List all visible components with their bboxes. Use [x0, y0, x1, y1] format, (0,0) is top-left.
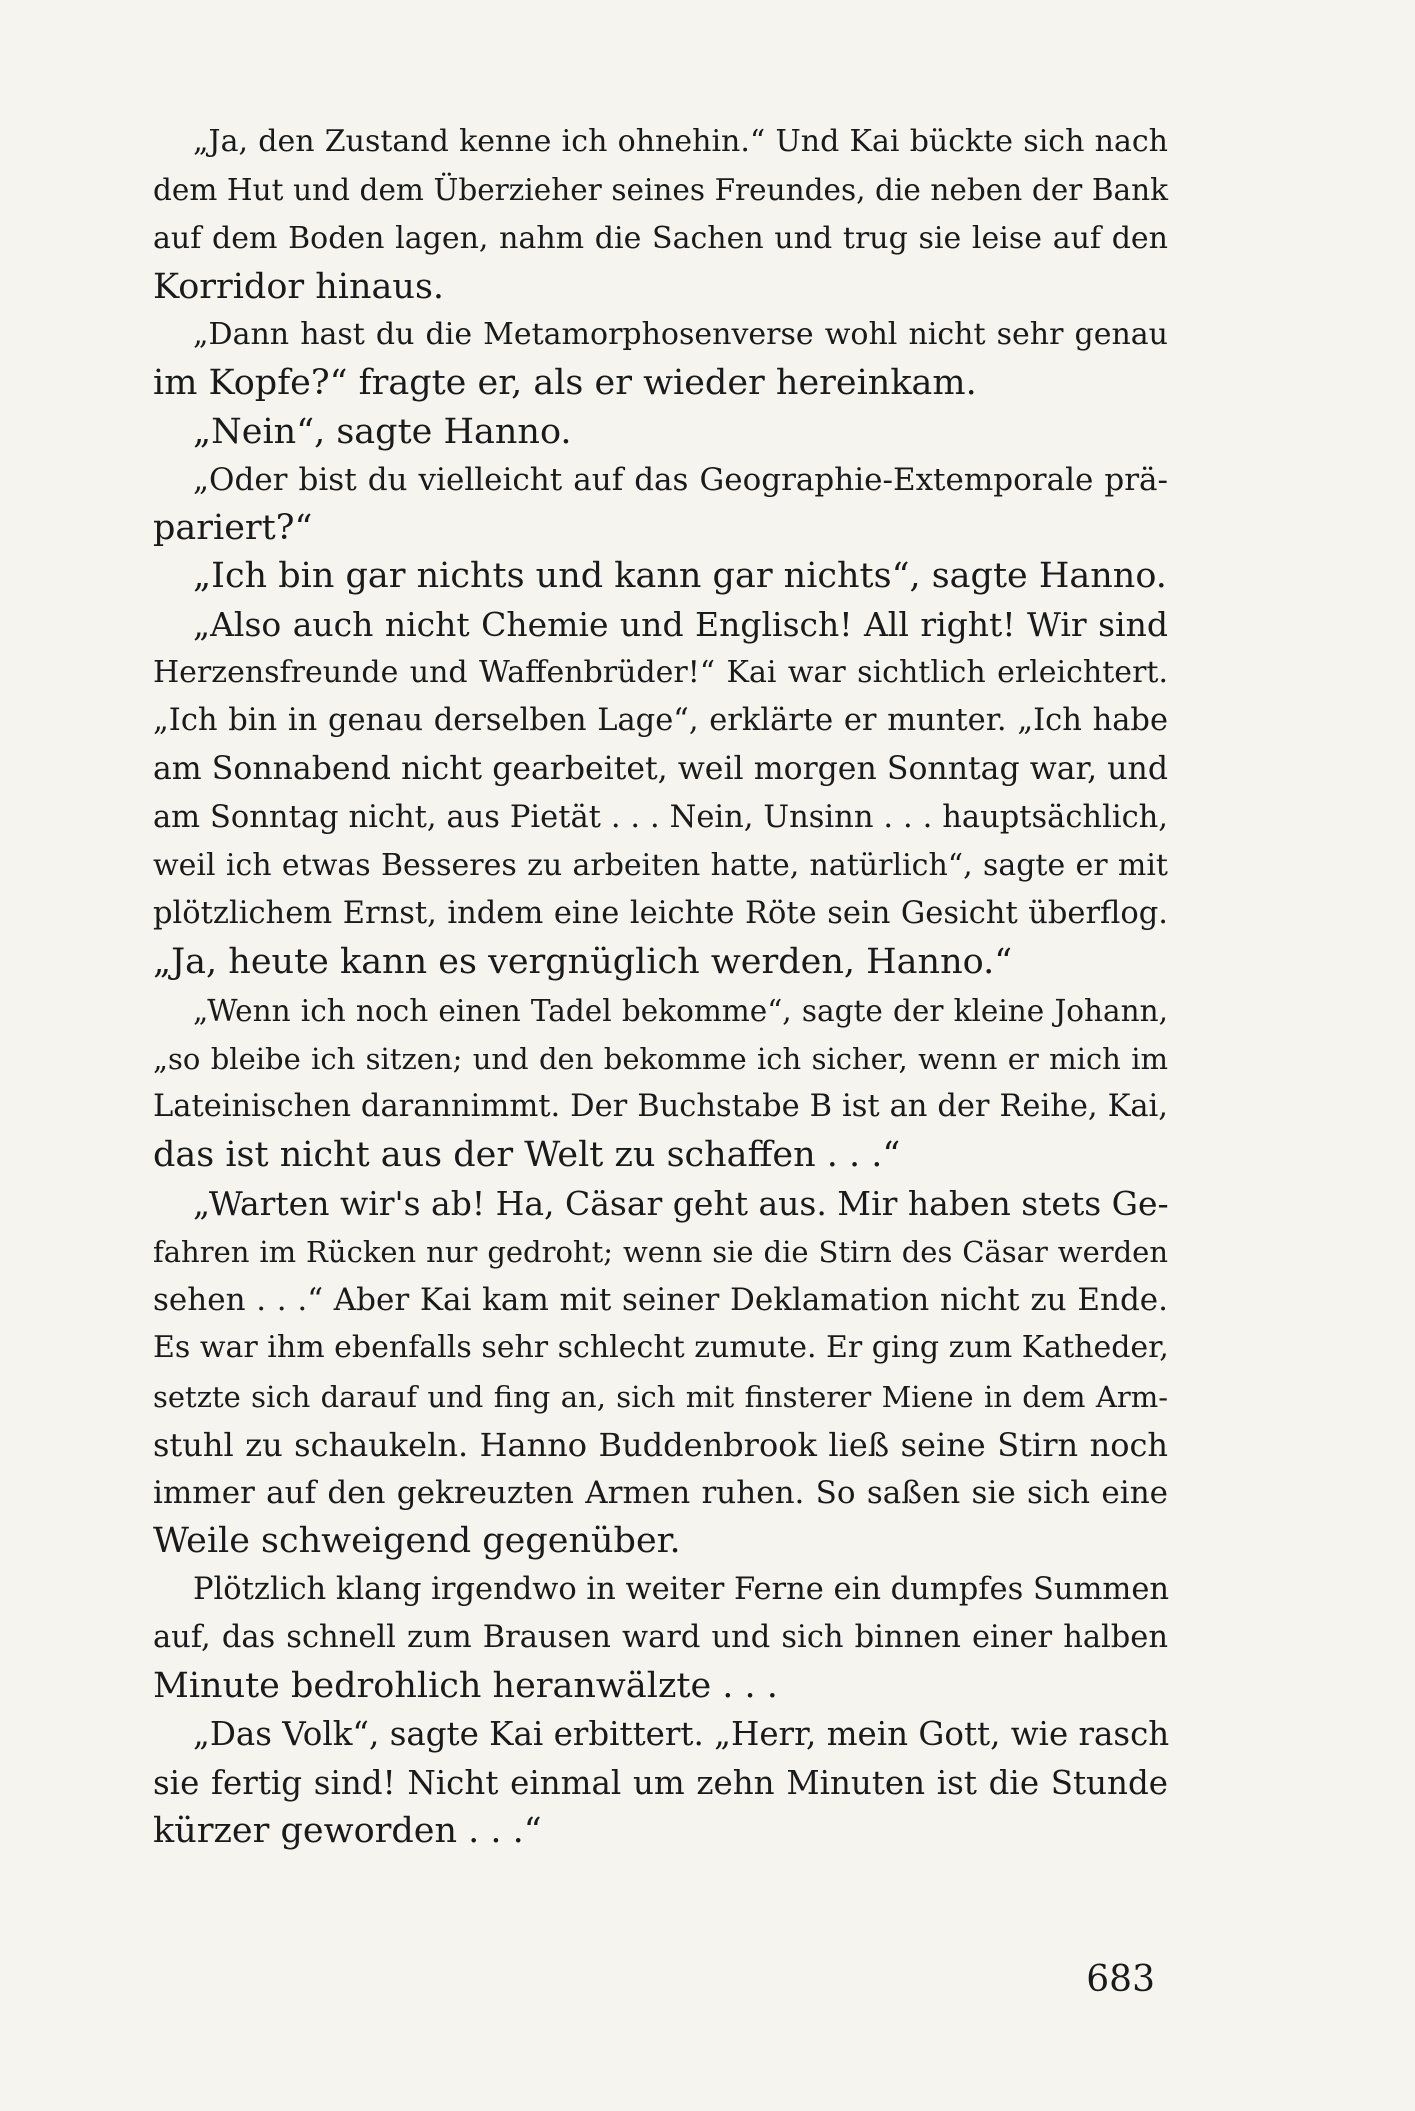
text-line: „Warten wir's ab! Ha, Cäsar geht aus. Mir haben stets Ge- — [193, 1183, 1169, 1223]
page-number: 683 — [1086, 1959, 1155, 2000]
text-line: weil ich etwas Besseres zu arbeiten hatte, natürlich“, sagte er mit — [153, 847, 1168, 883]
text-line: Minute bedrohlich heranwälzte . . . — [153, 1666, 778, 1706]
text-line: stuhl zu schaukeln. Hanno Buddenbrook ließ seine Stirn noch — [153, 1425, 1168, 1464]
text-line: plötzlichem Ernst, indem eine leichte Röte sein Gesicht überflog. — [153, 896, 1168, 931]
text-line: sie fertig sind! Nicht einmal um zehn Minuten ist die Stunde — [153, 1763, 1168, 1802]
text-line: setzte sich darauf und fing an, sich mit finsterer Miene in dem Arm- — [153, 1379, 1168, 1414]
text-line: „so bleibe ich sitzen; und den bekomme ich sicher, wenn er mich im — [153, 1041, 1168, 1076]
text-line: Lateinischen darannimmt. Der Buchstabe B ist an der Reihe, Kai, — [153, 1089, 1168, 1124]
text-line: Korridor hinaus. — [153, 266, 445, 307]
text-line: „Wenn ich noch einen Tadel bekomme“, sagte der kleine Johann, — [193, 993, 1168, 1028]
text-line: „Oder bist du vielleicht auf das Geographie-Extemporale prä- — [193, 461, 1168, 498]
text-line: fahren im Rücken nur gedroht; wenn sie die Stirn des Cäsar werden — [153, 1234, 1168, 1269]
body-text — [153, 118, 1168, 1855]
text-line: pariert?“ — [153, 508, 313, 548]
text-line: sehen . . .“ Aber Kai kam mit seiner Deklamation nicht zu Ende. — [153, 1282, 1168, 1318]
text-line: „Dann hast du die Metamorphosenverse wohl nicht sehr genau — [193, 317, 1168, 352]
text-line: Weile schweigend gegenüber. — [153, 1521, 681, 1562]
text-line: auf, das schnell zum Brausen ward und sich binnen einer halben — [153, 1619, 1168, 1655]
text-line: „Nein“, sagte Hanno. — [193, 411, 572, 452]
text-line: das ist nicht aus der Welt zu schaffen . . .“ — [153, 1135, 901, 1176]
text-line: im Kopfe?“ fragte er, als er wieder hereinkam. — [153, 363, 977, 404]
text-line: auf dem Boden lagen, nahm die Sachen und trug sie leise auf den — [153, 220, 1168, 256]
text-line: Plötzlich klang irgendwo in weiter Ferne ein dumpfes Summen — [193, 1571, 1170, 1607]
text-line: kürzer geworden . . .“ — [153, 1810, 542, 1851]
text-line: am Sonnabend nicht gearbeitet, weil morgen Sonntag war, und — [153, 751, 1168, 788]
text-line: „Ich bin gar nichts und kann gar nichts“, sagte Hanno. — [193, 556, 1167, 597]
text-line: „Also auch nicht Chemie und Englisch! All right! Wir sind — [193, 604, 1168, 644]
text-line: am Sonntag nicht, aus Pietät . . . Nein, Unsinn . . . hauptsächlich, — [153, 799, 1168, 835]
text-line: Herzensfreunde und Waffenbrüder!“ Kai war sichtlich erleichtert. — [153, 654, 1168, 690]
text-line: immer auf den gekreuzten Armen ruhen. So saßen sie sich eine — [153, 1475, 1168, 1511]
text-line: „Das Volk“, sagte Kai erbittert. „Herr, mein Gott, wie rasch — [193, 1715, 1170, 1754]
text-line: „Ja, den Zustand kenne ich ohnehin.“ Und Kai bückte sich nach — [193, 124, 1168, 159]
text-line: „Ich bin in genau derselben Lage“, erklärte er munter. „Ich habe — [153, 703, 1168, 738]
text-line: dem Hut und dem Überzieher seines Freundes, die neben der Bank — [153, 173, 1168, 208]
text-line: „Ja, heute kann es vergnüglich werden, Hanno.“ — [153, 942, 1013, 983]
text-line: Es war ihm ebenfalls sehr schlecht zumute. Er ging zum Katheder, — [153, 1330, 1169, 1366]
